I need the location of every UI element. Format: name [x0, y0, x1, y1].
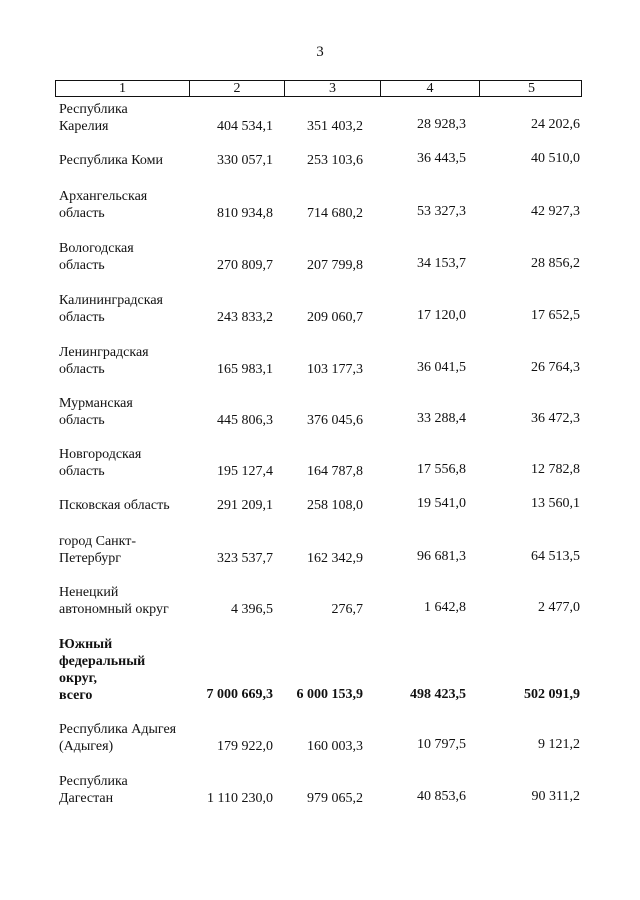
- region-name: Ненецкий автономный округ: [59, 585, 169, 617]
- value-col-3: 351 403,2: [307, 119, 363, 134]
- region-name: Калининградская область: [59, 293, 163, 325]
- header-col-1: 1: [119, 81, 126, 96]
- region-name: Псковская область: [59, 498, 170, 513]
- region-name: Республика Дагестан: [59, 774, 128, 806]
- region-name: Ленинградская область: [59, 345, 149, 377]
- value-col-2: 179 922,0: [217, 739, 273, 754]
- value-col-5: 9 121,2: [538, 737, 580, 752]
- value-col-5: 26 764,3: [531, 360, 580, 375]
- value-col-2: 4 396,5: [231, 602, 273, 617]
- header-col-3: 3: [284, 81, 380, 96]
- value-col-2: 165 983,1: [217, 362, 273, 377]
- value-col-5: 42 927,3: [531, 204, 580, 219]
- value-col-2: 323 537,7: [217, 551, 273, 566]
- value-col-3: 253 103,6: [307, 153, 363, 168]
- region-name: Южный федеральный округ, всего: [59, 637, 146, 703]
- value-col-4: 36 443,5: [417, 151, 466, 166]
- value-col-5: 24 202,6: [531, 117, 580, 132]
- value-col-3: 162 342,9: [307, 551, 363, 566]
- value-col-5: 40 510,0: [531, 151, 580, 166]
- header-col-2: 2: [189, 81, 284, 96]
- value-col-3: 276,7: [331, 602, 363, 617]
- value-col-4: 17 556,8: [417, 462, 466, 477]
- value-col-4: 10 797,5: [417, 737, 466, 752]
- value-col-4: 498 423,5: [410, 687, 466, 702]
- value-col-2: 404 534,1: [217, 119, 273, 134]
- region-name: Республика Коми: [59, 153, 163, 168]
- header-col-5: 5: [479, 81, 583, 96]
- value-col-2: 291 209,1: [217, 498, 273, 513]
- value-col-4: 33 288,4: [417, 411, 466, 426]
- region-name: Республика Карелия: [59, 102, 128, 134]
- region-name: город Санкт- Петербург: [59, 534, 137, 566]
- region-name: Мурманская область: [59, 396, 133, 428]
- value-col-4: 34 153,7: [417, 256, 466, 271]
- value-col-3: 164 787,8: [307, 464, 363, 479]
- value-col-2: 1 110 230,0: [207, 791, 273, 806]
- region-name: Архангельская область: [59, 189, 148, 221]
- value-col-3: 103 177,3: [307, 362, 363, 377]
- value-col-3: 6 000 153,9: [296, 687, 363, 702]
- value-col-5: 90 311,2: [531, 789, 580, 804]
- value-col-3: 979 065,2: [307, 791, 363, 806]
- value-col-2: 445 806,3: [217, 413, 273, 428]
- header-col-4: 4: [380, 81, 479, 96]
- value-col-5: 2 477,0: [538, 600, 580, 615]
- value-col-3: 376 045,6: [307, 413, 363, 428]
- value-col-4: 36 041,5: [417, 360, 466, 375]
- value-col-5: 28 856,2: [531, 256, 580, 271]
- value-col-4: 53 327,3: [417, 204, 466, 219]
- value-col-2: 810 934,8: [217, 206, 273, 221]
- value-col-4: 40 853,6: [417, 789, 466, 804]
- value-col-4: 17 120,0: [417, 308, 466, 323]
- value-col-2: 243 833,2: [217, 310, 273, 325]
- value-col-4: 19 541,0: [417, 496, 466, 511]
- value-col-4: 28 928,3: [417, 117, 466, 132]
- value-col-2: 195 127,4: [217, 464, 273, 479]
- region-name: Новгородская область: [59, 447, 142, 479]
- page-number: 3: [316, 44, 324, 60]
- value-col-3: 258 108,0: [307, 498, 363, 513]
- value-col-4: 1 642,8: [424, 600, 466, 615]
- value-col-5: 64 513,5: [531, 549, 580, 564]
- value-col-3: 160 003,3: [307, 739, 363, 754]
- value-col-2: 270 809,7: [217, 258, 273, 273]
- value-col-5: 17 652,5: [531, 308, 580, 323]
- value-col-5: 36 472,3: [531, 411, 580, 426]
- value-col-5: 12 782,8: [531, 462, 580, 477]
- value-col-5: 13 560,1: [531, 496, 580, 511]
- value-col-2: 330 057,1: [217, 153, 273, 168]
- value-col-4: 96 681,3: [417, 549, 466, 564]
- region-name: Республика Адыгея (Адыгея): [59, 722, 177, 754]
- value-col-3: 209 060,7: [307, 310, 363, 325]
- region-name: Вологодская область: [59, 241, 134, 273]
- value-col-3: 207 799,8: [307, 258, 363, 273]
- table-header: [55, 80, 582, 97]
- value-col-5: 502 091,9: [524, 687, 580, 702]
- value-col-2: 7 000 669,3: [206, 687, 273, 702]
- value-col-3: 714 680,2: [307, 206, 363, 221]
